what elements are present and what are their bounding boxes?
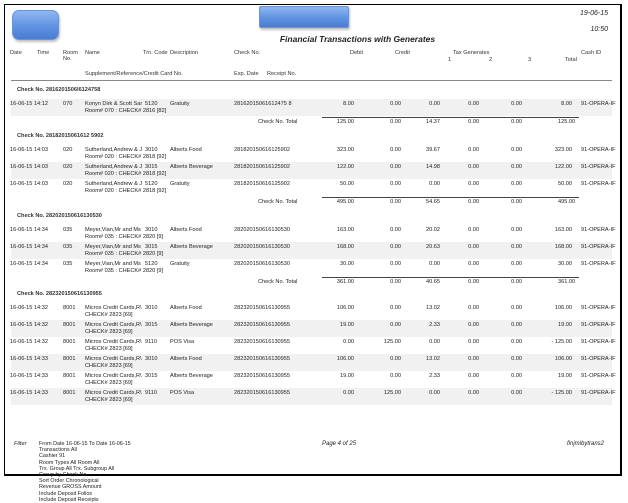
cell-t2: 0.00 — [468, 339, 479, 345]
cell-check-no: 282020150616130530 — [234, 244, 290, 250]
cell-t1: 39.67 — [426, 147, 440, 153]
filter-label: Filter — [14, 441, 27, 447]
check-group-title: Check No. 282020150616130530 — [17, 213, 102, 219]
cell-datetime: 16-06-15 14:33 — [10, 390, 48, 396]
check-group-title: Check No. 2816201506l6124758 — [17, 87, 101, 93]
cell-t1: 14.98 — [426, 164, 440, 170]
cell-supplement: Room# 035 : CHECK# 2820 [9] — [85, 234, 164, 240]
cell-total: 19.00 — [558, 322, 572, 328]
cell-description: Alberts Beverage — [170, 164, 213, 170]
cell-description: Alberts Food — [170, 356, 202, 362]
cell-name: Meyer,Vian,Mr and Ms — [85, 261, 141, 267]
check-total-t3: 0.00 — [511, 119, 522, 125]
cell-supplement: CHECK# 2823 [69] — [85, 397, 133, 403]
cell-debit: 50.00 — [340, 181, 354, 187]
cell-t1: 0.00 — [429, 339, 440, 345]
cell-supplement: Room# 020 : CHECK# 2818 [92] — [85, 171, 167, 177]
cell-room: 070 — [63, 101, 73, 107]
cell-trn-code: 3010 — [145, 147, 158, 153]
cell-t1: 0.00 — [429, 390, 440, 396]
cell-t2: 0.00 — [468, 227, 479, 233]
cell-datetime: 16-06-15 14:32 — [10, 322, 48, 328]
filter-line: Sort Order Chronological — [39, 478, 99, 485]
filter-line: Include Deposit Receipts — [39, 496, 99, 503]
cell-t1: 13.02 — [426, 356, 440, 362]
check-total-credit: 0.00 — [390, 119, 401, 125]
cell-t3: 0.00 — [511, 390, 522, 396]
cell-supplement: CHECK# 2823 [69] — [85, 312, 133, 318]
cell-credit: 0.00 — [390, 181, 401, 187]
col-tax-1: 1 — [448, 57, 452, 63]
cell-total: 50.00 — [558, 181, 572, 187]
cell-t2: 0.00 — [468, 164, 479, 170]
check-total-credit: 0.00 — [390, 279, 401, 285]
cell-cash-id: 91-OPERA-IF — [581, 164, 616, 170]
subtotal-divider — [322, 197, 579, 198]
cell-cash-id: 91-OPERA-IF — [581, 373, 616, 379]
cell-credit: 125.00 — [383, 339, 401, 345]
check-total-t2: 0.00 — [468, 279, 479, 285]
cell-description: Gratuity — [170, 101, 190, 107]
cell-debit: 163.00 — [336, 227, 354, 233]
header-divider — [11, 80, 612, 81]
cell-datetime: 16-06-15 14:33 — [10, 356, 48, 362]
cell-debit: 19.00 — [340, 373, 354, 379]
check-total-debit: 495.00 — [336, 199, 354, 205]
cell-total: 323.00 — [554, 147, 572, 153]
cell-t2: 0.00 — [468, 181, 479, 187]
cell-credit: 125.00 — [383, 390, 401, 396]
check-total-label: Check No. Total — [258, 119, 298, 125]
cell-room: 035 — [63, 244, 73, 250]
cell-room: 035 — [63, 227, 73, 233]
cell-t2: 0.00 — [468, 101, 479, 107]
cell-total: 8.00 — [561, 101, 572, 107]
cell-cash-id: 91-OPERA-IF — [581, 181, 616, 187]
cell-supplement: CHECK# 2823 [69] — [85, 329, 133, 335]
cell-name: Meyer,Vian,Mr and Ms — [85, 227, 141, 233]
cell-debit: 8.00 — [343, 101, 354, 107]
cell-supplement: Room# 035 : CHECK# 2820 [9] — [85, 251, 164, 257]
cell-debit: 168.00 — [336, 244, 354, 250]
filter-line: Include Deposit Folios — [39, 490, 93, 497]
cell-supplement: CHECK# 2823 [69] — [85, 363, 133, 369]
check-group-title: Check No. 282320150616130955 — [17, 291, 102, 297]
filter-line: Room Types All Room All — [39, 459, 100, 466]
cell-trn-code: 5120 — [145, 261, 158, 267]
cell-total: 106.00 — [554, 356, 572, 362]
cell-check-no: 282320150616130955 — [234, 373, 290, 379]
subtotal-divider — [322, 117, 579, 118]
cell-t1: 13.02 — [426, 305, 440, 311]
report-date: 19-06-15 — [579, 10, 608, 17]
cell-t3: 0.00 — [511, 147, 522, 153]
report-page — [4, 4, 622, 503]
cell-t1: 20.63 — [426, 244, 440, 250]
cell-t1: 20.02 — [426, 227, 440, 233]
cell-description: POS Visa — [170, 339, 195, 345]
cell-total: 106.00 — [554, 305, 572, 311]
cell-credit: 0.00 — [390, 164, 401, 170]
cell-credit: 0.00 — [390, 373, 401, 379]
cell-credit: 0.00 — [390, 101, 401, 107]
cell-total: - 125.00 — [551, 390, 572, 396]
col-time: Time — [37, 50, 50, 56]
cell-check-no: 281820150616125902 — [234, 181, 290, 187]
col-tax-3: 3 — [528, 57, 532, 63]
cell-description: Alberts Food — [170, 305, 202, 311]
cell-total: 30.00 — [558, 261, 572, 267]
cell-description: Alberts Beverage — [170, 322, 213, 328]
check-total-t2: 0.00 — [468, 119, 479, 125]
cell-description: Gratuity — [170, 261, 190, 267]
cell-datetime: 16-06-15 14:03 — [10, 181, 48, 187]
cell-t3: 0.00 — [511, 101, 522, 107]
cell-t2: 0.00 — [468, 322, 479, 328]
cell-trn-code: 3010 — [145, 227, 158, 233]
col-tax-generates: Tax Generates — [453, 50, 490, 56]
cell-total: 163.00 — [554, 227, 572, 233]
col-date: Date — [10, 50, 22, 56]
filter-line: Group by Check No. — [39, 472, 88, 479]
cell-t3: 0.00 — [511, 261, 522, 267]
report-title: Financial Transactions with Generates — [279, 34, 436, 44]
cell-check-no: 282020150616130530 — [234, 227, 290, 233]
col-exp-date: Exp. Date — [234, 71, 259, 77]
cell-check-no: 281820150616125902 — [234, 164, 290, 170]
check-total-credit: 0.00 — [390, 199, 401, 205]
cell-room: 035 — [63, 261, 73, 267]
check-total-label: Check No. Total — [258, 199, 298, 205]
cell-trn-code: 3010 — [145, 305, 158, 311]
col-tax-2: 2 — [489, 57, 493, 63]
cell-datetime: 16-06-15 14:34 — [10, 244, 48, 250]
cell-name: Micros Credit Cards,R\ — [85, 356, 142, 362]
cell-trn-code: 3015 — [145, 164, 158, 170]
cell-t1: 0.00 — [429, 101, 440, 107]
check-total-total: 495.00 — [558, 199, 576, 205]
cell-trn-code: 5120 — [145, 181, 158, 187]
subtotal-divider — [322, 277, 579, 278]
col-debit: Debit — [350, 50, 364, 56]
cell-cash-id: 91-OPERA-IF — [581, 390, 616, 396]
check-total-t1: 40.65 — [426, 279, 440, 285]
cell-room: 020 — [63, 181, 73, 187]
check-total-debit: 125.00 — [336, 119, 354, 125]
cell-t3: 0.00 — [511, 373, 522, 379]
check-group-title: Check No. 28182015061612 5902 — [17, 133, 104, 139]
cell-debit: 323.00 — [336, 147, 354, 153]
filter-line: Transactions All — [39, 447, 77, 454]
cell-room: 8001 — [63, 339, 76, 345]
cell-credit: 0.00 — [390, 356, 401, 362]
cell-supplement: Room# 070 : CHECK# 2816 [82] — [85, 108, 167, 114]
cell-credit: 0.00 — [390, 305, 401, 311]
cell-t3: 0.00 — [511, 322, 522, 328]
col-check-no: Check No. — [234, 50, 261, 56]
col-trn-code: Trn. Code — [143, 50, 168, 56]
cell-name: Meyer,Vian,Mr and Ms — [85, 244, 141, 250]
cell-t3: 0.00 — [511, 181, 522, 187]
col-cash-id: Cash ID — [581, 50, 602, 56]
cell-total: 168.00 — [554, 244, 572, 250]
cell-cash-id: 91-OPERA-IF — [581, 322, 616, 328]
cell-credit: 0.00 — [390, 147, 401, 153]
cell-datetime: 16-06-15 14:12 — [10, 101, 48, 107]
cell-datetime: 16-06-15 14:32 — [10, 305, 48, 311]
cell-datetime: 16-06-15 14:34 — [10, 227, 48, 233]
cell-cash-id: 91-OPERA-IF — [581, 244, 616, 250]
cell-t3: 0.00 — [511, 339, 522, 345]
cell-name: Sutherland,Andrew & J — [85, 181, 143, 187]
cell-cash-id: 91-OPERA-IF — [581, 305, 616, 311]
cell-description: Alberts Food — [170, 227, 202, 233]
cell-name: Micros Credit Cards,R\ — [85, 373, 142, 379]
cell-t2: 0.00 — [468, 261, 479, 267]
col-name: Name — [85, 50, 100, 56]
cell-cash-id: 91-OPERA-IF — [581, 356, 616, 362]
cell-t2: 0.00 — [468, 390, 479, 396]
cell-total: 122.00 — [554, 164, 572, 170]
cell-t2: 0.00 — [468, 147, 479, 153]
cell-room: 8001 — [63, 373, 76, 379]
check-total-debit: 361.00 — [336, 279, 354, 285]
cell-supplement: Room# 020 : CHECK# 2818 [92] — [85, 188, 167, 194]
cell-room: 020 — [63, 147, 73, 153]
report-time: 10:50 — [590, 26, 608, 33]
property-logo-center — [259, 6, 349, 28]
cell-name: Micros Credit Cards,R\ — [85, 305, 142, 311]
cell-total: - 125.00 — [551, 339, 572, 345]
cell-debit: 19.00 — [340, 322, 354, 328]
cell-cash-id: 91-OPERA-IF — [581, 227, 616, 233]
check-total-label: Check No. Total — [258, 279, 298, 285]
cell-debit: 30.00 — [340, 261, 354, 267]
cell-check-no: 282320150616130955 — [234, 305, 290, 311]
col-room-no: Room No. — [63, 50, 78, 62]
cell-t3: 0.00 — [511, 164, 522, 170]
cell-credit: 0.00 — [390, 227, 401, 233]
check-total-t1: 14.37 — [426, 119, 440, 125]
col-credit: Credit — [395, 50, 410, 56]
page-number: Page 4 of 25 — [322, 441, 357, 447]
col-receipt-no: Receipt No. — [267, 71, 297, 77]
cell-room: 8001 — [63, 356, 76, 362]
cell-t1: 2.33 — [429, 322, 440, 328]
col-total: Total — [565, 57, 577, 63]
cell-t2: 0.00 — [468, 305, 479, 311]
cell-check-no: 282020150616130530 — [234, 261, 290, 267]
cell-trn-code: 3010 — [145, 356, 158, 362]
cell-t1: 2.33 — [429, 373, 440, 379]
cell-total: 19.00 — [558, 373, 572, 379]
check-total-total: 125.00 — [558, 119, 576, 125]
cell-name: Micros Credit Cards,R\ — [85, 322, 142, 328]
check-total-t1: 54.65 — [426, 199, 440, 205]
cell-trn-code: 3015 — [145, 373, 158, 379]
cell-cash-id: 91-OPERA-IF — [581, 147, 616, 153]
cell-datetime: 16-06-15 14:03 — [10, 147, 48, 153]
cell-debit: 0.00 — [343, 390, 354, 396]
cell-debit: 106.00 — [336, 356, 354, 362]
check-total-t3: 0.00 — [511, 199, 522, 205]
cell-room: 020 — [63, 164, 73, 170]
cell-check-no: 282320150616130955 — [234, 339, 290, 345]
col-supplement: Supplement/Reference/Credit Card No. — [85, 71, 183, 77]
cell-description: Alberts Beverage — [170, 373, 213, 379]
col-description: Description — [170, 50, 198, 56]
check-total-total: 361.00 — [558, 279, 576, 285]
cell-t3: 0.00 — [511, 356, 522, 362]
cell-datetime: 16-06-15 14:03 — [10, 164, 48, 170]
cell-supplement: CHECK# 2823 [69] — [85, 346, 133, 352]
cell-description: Alberts Beverage — [170, 244, 213, 250]
filter-line: Trx. Group All Trx. Subgroup All — [39, 465, 115, 472]
cell-datetime: 16-06-15 14:33 — [10, 373, 48, 379]
cell-check-no: 282320150616130955 — [234, 322, 290, 328]
cell-description: Alberts Food — [170, 147, 202, 153]
cell-name: Sutherland,Andrew & J — [85, 147, 143, 153]
cell-description: POS Visa — [170, 390, 195, 396]
cell-credit: 0.00 — [390, 244, 401, 250]
cell-description: Gratuity — [170, 181, 190, 187]
cell-debit: 122.00 — [336, 164, 354, 170]
cell-cash-id: 91-OPERA-IF — [581, 101, 616, 107]
cell-datetime: 16-06-15 14:32 — [10, 339, 48, 345]
cell-t3: 0.00 — [511, 305, 522, 311]
cell-trn-code: 9110 — [145, 339, 158, 345]
cell-trn-code: 5120 — [145, 101, 158, 107]
filter-criteria — [39, 441, 131, 503]
cell-check-no: 28162015061612475 8 — [234, 101, 292, 107]
cell-t1: 0.00 — [429, 181, 440, 187]
cell-credit: 0.00 — [390, 261, 401, 267]
cell-name: Sutherland,Andrew & J — [85, 164, 143, 170]
filter-line: Revenue GROSS Amount — [39, 484, 102, 491]
cell-name: Micros Credit Cards,R\ — [85, 390, 142, 396]
cell-t2: 0.00 — [468, 356, 479, 362]
check-total-t2: 0.00 — [468, 199, 479, 205]
cell-supplement: Room# 020 : CHECK# 2818 [92] — [85, 154, 167, 160]
check-total-t3: 0.00 — [511, 279, 522, 285]
cell-cash-id: 91-OPERA-IF — [581, 339, 616, 345]
cell-t3: 0.00 — [511, 227, 522, 233]
cell-t3: 0.00 — [511, 244, 522, 250]
cell-check-no: 282320150616130955 — [234, 390, 290, 396]
cell-supplement: Room# 035 : CHECK# 2820 [9] — [85, 268, 164, 274]
cell-name: Micros Credit Cards,R\ — [85, 339, 142, 345]
cell-debit: 106.00 — [336, 305, 354, 311]
cell-check-no: 281820150616125902 — [234, 147, 290, 153]
cell-datetime: 16-06-15 14:34 — [10, 261, 48, 267]
filter-line: From Date 16-06-15 To Date 16-06-15 — [39, 441, 131, 447]
cell-trn-code: 3015 — [145, 244, 158, 250]
cell-room: 8001 — [63, 390, 76, 396]
cell-supplement: CHECK# 2823 [69] — [85, 380, 133, 386]
cell-trn-code: 3015 — [145, 322, 158, 328]
cell-trn-code: 9110 — [145, 390, 158, 396]
filter-line: Cashier 91 — [39, 453, 66, 460]
cell-room: 8001 — [63, 305, 76, 311]
report-id: finjmibytrans2 — [566, 441, 604, 447]
cell-credit: 0.00 — [390, 322, 401, 328]
cell-check-no: 282320150616130955 — [234, 356, 290, 362]
cell-room: 8001 — [63, 322, 76, 328]
cell-debit: 0.00 — [343, 339, 354, 345]
cell-t2: 0.00 — [468, 373, 479, 379]
cell-t2: 0.00 — [468, 244, 479, 250]
cell-name: Konyn Dirk & Scott Sar — [85, 101, 143, 107]
cell-cash-id: 91-OPERA-IF — [581, 261, 616, 267]
cell-t1: 0.00 — [429, 261, 440, 267]
